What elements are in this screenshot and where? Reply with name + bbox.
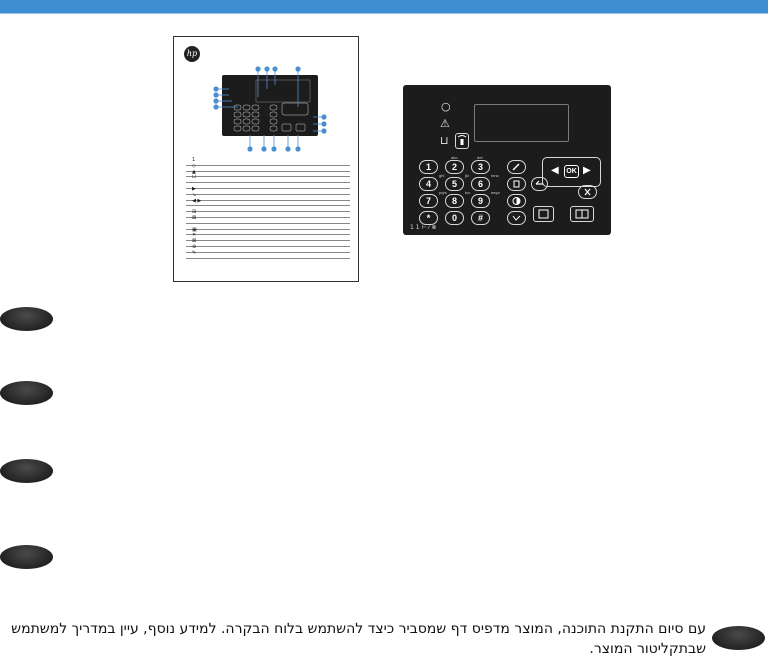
start-copy-button[interactable] bbox=[570, 206, 594, 222]
key-7-letters: pqrs bbox=[439, 190, 447, 195]
legend-row: ⊠ bbox=[186, 218, 350, 224]
legend-row: ▶ bbox=[186, 189, 350, 195]
key-5-letters: jkl bbox=[465, 173, 469, 178]
key-9-letters: wxyz bbox=[491, 190, 500, 195]
ready-light-icon: ○ bbox=[441, 100, 451, 113]
key-8-letters: tuv bbox=[465, 190, 471, 195]
left-arrow-button[interactable]: ◀ bbox=[551, 165, 559, 176]
contrast-icon bbox=[508, 195, 525, 207]
header-divider bbox=[0, 13, 768, 14]
navigation-pad bbox=[542, 157, 601, 187]
wireless-icon bbox=[456, 134, 468, 148]
legend-row: ✎ bbox=[186, 253, 350, 259]
key-hash[interactable]: # bbox=[471, 211, 490, 225]
redial-icon bbox=[508, 212, 525, 224]
control-panel bbox=[403, 85, 611, 235]
setup-button[interactable] bbox=[507, 160, 526, 174]
wireless-button[interactable] bbox=[455, 133, 469, 149]
legend-row: ✕ bbox=[186, 235, 350, 241]
key-2-letters: abc bbox=[451, 155, 458, 160]
key-2[interactable]: 2 bbox=[445, 160, 464, 174]
header-bar bbox=[0, 0, 768, 13]
language-badge bbox=[0, 307, 53, 331]
hebrew-paragraph: עם סיום התקנת התוכנה, המוצר מדפיס דף שמסביר כיצד להשתמש בלוח הבקרה. למידע נוסף, עיין במדריך למשתמש שבתקליטור המוצר. bbox=[11, 621, 706, 657]
legend-row: ⊞ bbox=[186, 212, 350, 218]
key-6-letters: mno bbox=[491, 173, 499, 178]
key-0[interactable]: 0 bbox=[445, 211, 464, 225]
copy-icon bbox=[508, 178, 525, 190]
right-arrow-button[interactable]: ▶ bbox=[583, 165, 591, 176]
language-badge bbox=[0, 381, 53, 405]
close-icon bbox=[579, 186, 596, 198]
back-arrow-icon bbox=[532, 178, 547, 190]
language-badge-hebrew bbox=[712, 626, 765, 650]
key-8[interactable]: 8 bbox=[445, 194, 464, 208]
hp-logo-icon: hp bbox=[184, 46, 200, 62]
legend-row: 1 bbox=[186, 160, 350, 166]
start-copy-icon bbox=[571, 207, 593, 221]
legend-row: ▲ bbox=[186, 172, 350, 178]
key-6[interactable]: 6 bbox=[471, 177, 490, 191]
start-fax-button[interactable] bbox=[533, 206, 554, 222]
legend-row: ⊠ bbox=[186, 241, 350, 247]
language-badge bbox=[0, 459, 53, 483]
back-button[interactable] bbox=[531, 177, 548, 191]
fax-icon bbox=[534, 207, 553, 221]
attention-light-icon: ⚠ bbox=[440, 117, 450, 130]
language-badge bbox=[0, 545, 53, 569]
key-7[interactable]: 7 bbox=[419, 194, 438, 208]
control-panel-printout bbox=[173, 36, 359, 282]
legend-row: ↘ bbox=[186, 195, 350, 201]
copy-settings-button[interactable] bbox=[507, 177, 526, 191]
key-3-letters: def bbox=[477, 155, 483, 160]
ok-button[interactable]: OK bbox=[564, 165, 579, 178]
lighter-darker-button[interactable] bbox=[507, 194, 526, 208]
key-4[interactable]: 4 bbox=[419, 177, 438, 191]
key-5[interactable]: 5 bbox=[445, 177, 464, 191]
tray-icon: ⊔ bbox=[440, 134, 449, 147]
legend-row: ⊕ bbox=[186, 247, 350, 253]
cancel-button[interactable] bbox=[578, 185, 597, 199]
wrench-icon bbox=[508, 161, 525, 173]
legend-table bbox=[186, 157, 350, 259]
panel-footer-label: 1 1 ⊢ ⁄ ⊗ bbox=[410, 224, 437, 231]
legend-row: ▣ bbox=[186, 230, 350, 236]
key-1[interactable]: 1 bbox=[419, 160, 438, 174]
lcd-display bbox=[474, 104, 569, 142]
key-star[interactable]: * bbox=[419, 211, 438, 225]
legend-row: ◇ bbox=[186, 166, 350, 172]
legend-row: ⊔ bbox=[186, 177, 350, 183]
legend-row: ◀ ▶ bbox=[186, 201, 350, 207]
redial-button[interactable] bbox=[507, 211, 526, 225]
key-9[interactable]: 9 bbox=[471, 194, 490, 208]
key-4-letters: ghi bbox=[439, 173, 445, 178]
mini-panel-diagram bbox=[174, 37, 360, 157]
key-3[interactable]: 3 bbox=[471, 160, 490, 174]
